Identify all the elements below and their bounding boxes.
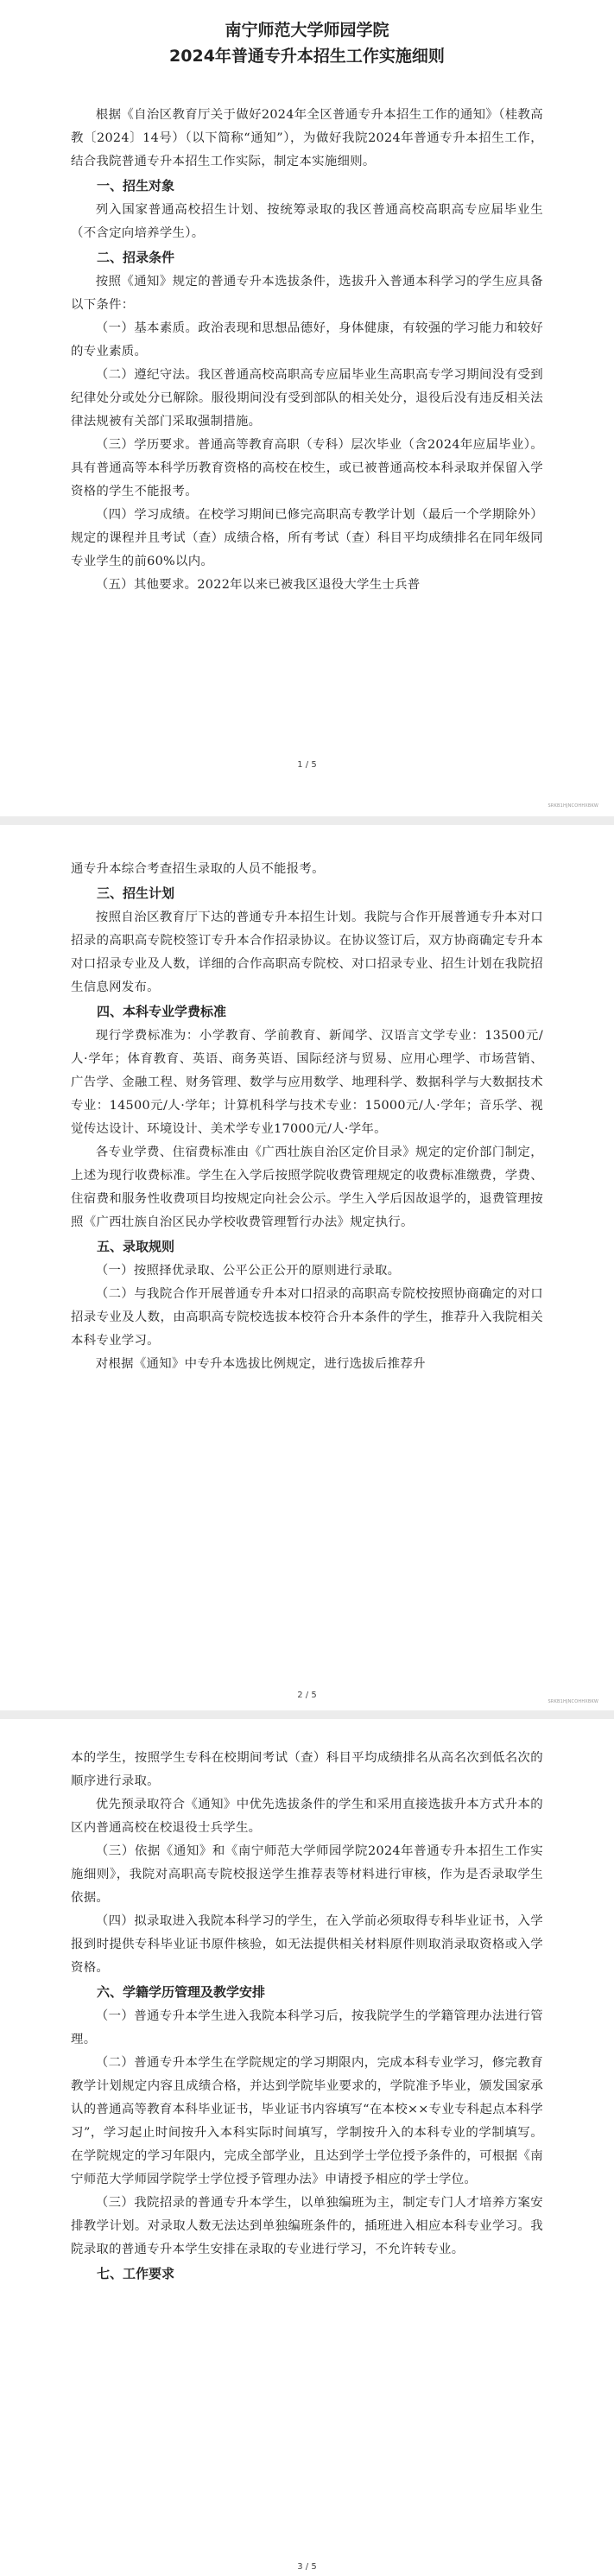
page-content xyxy=(71,858,543,1376)
section-heading: 一、招生对象 xyxy=(97,178,175,194)
page-content xyxy=(71,104,543,597)
watermark-code: SRKB1HJNCOHHXBKW xyxy=(548,803,598,809)
page-number: 1 / 5 xyxy=(297,760,317,770)
body-paragraph: （一）普通专升本学生进入我院本科学习后，按我院学生的学籍管理办法进行管理。 xyxy=(71,2009,543,2046)
body-paragraph: （一）基本素质。政治表现和思想品德好，身体健康，有较强的学习能力和较好的专业素质。 xyxy=(71,321,543,358)
document-page-3 xyxy=(0,1719,614,2576)
body-paragraph: 各专业学费、住宿费标准由《广西壮族自治区定价目录》规定的定价部门制定，上述为现行收费标准。学生在入学后按照学院收费管理规定的收费标准缴费，学费、住宿费和服务性收费项目均按规定向社会公示。学生入学后因故退学的，退费管理按照《广西壮族自治区民办学校收费管理暂行办法》规定执行。 xyxy=(71,1145,543,1229)
document-page-2 xyxy=(0,825,614,1710)
body-paragraph: 列入国家普通高校招生计划、按统筹录取的我区普通高校高职高专应届毕业生（不含定向培养学生）。 xyxy=(71,203,543,240)
body-paragraph: 优先预录取符合《通知》中优先选拔条件的学生和采用直接选拔升本方式升本的区内普通高校在校退役士兵学生。 xyxy=(71,1798,543,1835)
document-title-line2: 2024年普通专升本招生工作实施细则 xyxy=(169,47,445,66)
section-heading: 六、学籍学历管理及教学安排 xyxy=(97,1984,266,2000)
body-paragraph: 通专升本综合考查招生录取的人员不能报考。 xyxy=(71,862,325,876)
body-paragraph: 对根据《通知》中专升本选拔比例规定，进行选拔后推荐升 xyxy=(95,1357,426,1371)
body-paragraph: 按照《通知》规定的普通专升本选拔条件，选拔升入普通本科学习的学生应具备以下条件： xyxy=(71,275,543,312)
body-paragraph: （三）我院招录的普通专升本学生，以单独编班为主，制定专门人才培养方案安排教学计划。对录取人数无法达到单独编班条件的，插班进入相应本科专业学习。我院录取的普通专升本学生安排在录取的专业进行学习，不允许转专业。 xyxy=(71,2196,543,2256)
page-number: 3 / 5 xyxy=(297,2562,317,2572)
section-heading: 三、招生计划 xyxy=(97,885,175,901)
section-heading: 二、招录条件 xyxy=(97,250,175,265)
page-content xyxy=(71,1747,543,2287)
body-paragraph: 现行学费标准为：小学教育、学前教育、新闻学、汉语言文学专业：13500元/人·学年；体育教育、英语、商务英语、国际经济与贸易、应用心理学、市场营销、广告学、金融工程、财务管理、数学与应用数学、地理科学、数据科学与大数据技术专业：14500元/人·学年；计算机科学与技术专业：15000元/人·学年；音乐学、视觉传达设计、环境设计、美术学专业17000元/人·学年。 xyxy=(71,1029,543,1136)
body-paragraph: （三）依据《通知》和《南宁师范大学师园学院2024年普通专升本招生工作实施细则》，我院对高职高专院校报送学生推荐表等材料进行审核，作为是否录取学生依据。 xyxy=(71,1844,543,1905)
body-paragraph: 按照自治区教育厅下达的普通专升本招生计划。我院与合作开展普通专升本对口招录的高职高专院校签订专升本合作招录协议。在协议签订后，双方协商确定专升本对口招录专业及人数，详细的合作高职高专院校、对口招录专业、招生计划在我院招生信息网发布。 xyxy=(71,910,543,994)
body-paragraph: （三）学历要求。普通高等教育高职（专科）层次毕业（含2024年应届毕业）。具有普通高等本科学历教育资格的高校在校生，或已被普通高校本科录取并保留入学资格的学生不能报考。 xyxy=(71,438,543,498)
body-paragraph: （一）按照择优录取、公平公正公开的原则进行录取。 xyxy=(95,1264,401,1278)
body-paragraph: （四）学习成绩。在校学习期间已修完高职高专教学计划（最后一个学期除外）规定的课程并且考试（查）成绩合格，所有考试（查）科目平均成绩排名在同年级同专业学生的前60%以内。 xyxy=(71,508,543,568)
body-paragraph: 根据《自治区教育厅关于做好2024年全区普通专升本招生工作的通知》（桂教高教〔2024〕14号）（以下简称“通知”），为做好我院2024年普通专升本招生工作，结合我院普通专升本招生工作实际，制定本实施细则。 xyxy=(71,108,543,168)
watermark-code: SRKB1HJNCOHHXBKW xyxy=(548,1699,598,1704)
body-paragraph: （四）拟录取进入我院本科学习的学生，在入学前必须取得专科毕业证书，入学报到时提供专科毕业证书原件核验，如无法提供相关材料原件则取消录取资格或入学资格。 xyxy=(71,1914,543,1975)
section-heading: 七、工作要求 xyxy=(97,2266,175,2281)
body-paragraph: （二）普通专升本学生在学院规定的学习期限内，完成本科专业学习，修完教育教学计划规定内容且成绩合格，并达到学院毕业要求的，学院准予毕业，颁发国家承认的普通高等教育本科毕业证书，毕业证书内容填写“在本校××专业专科起点本科学习”，学习起止时间按升入本科实际时间填写，学制按升入的本科专业的学制填写。在学院规定的学习年限内，完成全部学业，且达到学士学位授予条件的，可根据《南宁师范大学师园学院学士学位授予管理办法》申请授予相应的学士学位。 xyxy=(71,2056,543,2186)
body-paragraph: 本的学生，按照学生专科在校期间考试（查）科目平均成绩排名从高名次到低名次的顺序进行录取。 xyxy=(71,1751,543,1788)
page-number: 2 / 5 xyxy=(297,1691,317,1700)
body-paragraph: （二）遵纪守法。我区普通高校高职高专应届毕业生高职高专学习期间没有受到纪律处分或处分已解除。服役期间没有受到部队的相关处分，退役后没有违反相关法律法规被有关部门采取强制措施。 xyxy=(71,368,543,428)
section-heading: 四、本科专业学费标准 xyxy=(97,1004,227,1019)
body-paragraph: （二）与我院合作开展普通专升本对口招录的高职高专院校按照协商确定的对口招录专业及人数，由高职高专院校选拔本校符合升本条件的学生，推荐升入我院相关本科专业学习。 xyxy=(71,1287,543,1348)
body-paragraph: （五）其他要求。2022年以来已被我区退役大学生士兵普 xyxy=(95,578,421,592)
section-heading: 五、录取规则 xyxy=(97,1239,175,1254)
document-title-line1: 南宁师范大学师园学院 xyxy=(225,21,389,40)
document-page-1 xyxy=(0,0,614,816)
